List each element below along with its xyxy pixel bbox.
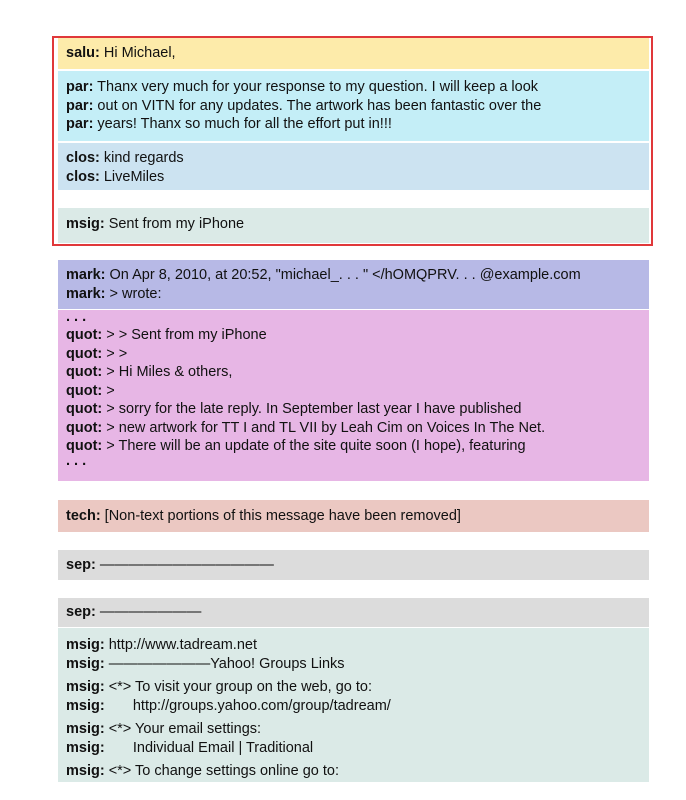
mark-block (58, 260, 649, 309)
clos-line: clos: LiveMiles (66, 168, 165, 185)
msig-line: msig: ———————Yahoo! Groups Links (66, 655, 345, 672)
ellipsis-marker: . . . (66, 312, 87, 325)
msig-line: msig: <*> To change settings online go to: (66, 763, 339, 779)
quot-line: quot: > There will be an update of the site quite soon (I hope), featuring (66, 438, 526, 454)
paragraph-block (58, 71, 649, 141)
sep-line: sep: ———————————— (66, 557, 274, 573)
closing-block (58, 143, 649, 190)
quot-line: quot: > sorry for the late reply. In September last year I have published (66, 401, 522, 417)
separator-block (58, 598, 649, 627)
sep-line: sep: ——————— (66, 604, 202, 620)
page-cutoff (58, 782, 649, 800)
par-line: par: Thanx very much for your response to my question. I will keep a look (66, 79, 539, 95)
quot-line: quot: > (66, 382, 115, 399)
signature-block-bottom (58, 628, 649, 800)
ellipsis-marker: . . . (66, 455, 87, 469)
par-line: par: out on VITN for any updates. The artwork has been fantastic over the (66, 97, 542, 114)
msig-line: msig: Individual Email | Traditional (66, 739, 314, 756)
quot-line: quot: > Hi Miles & others, (66, 364, 233, 380)
quot-line: quot: > > Sent from my iPhone (66, 327, 267, 343)
quot-line: quot: > new artwork for TT I and TL VII by Leah Cim on Voices In The Net. (66, 419, 546, 436)
tech-block (58, 500, 649, 532)
signature-block-top (58, 208, 649, 243)
msig-line: msig: <*> Your email settings: (66, 721, 262, 737)
salu-line: salu: Hi Michael, (66, 45, 176, 61)
salutation-block (58, 38, 649, 69)
separator-block (58, 550, 649, 580)
tech-line: tech: [Non-text portions of this message have been removed] (66, 508, 461, 524)
clos-line: clos: kind regards (66, 150, 184, 166)
quote-block (58, 310, 649, 481)
mark-line: mark: On Apr 8, 2010, at 20:52, "michael_. . . " </hOMQPRV. . . @example.com (66, 267, 581, 283)
quot-line: quot: > > (66, 345, 128, 362)
msig-line: msig: http://groups.yahoo.com/group/tadream/ (66, 697, 391, 714)
msig-line: msig: Sent from my iPhone (66, 216, 245, 232)
msig-line: msig: <*> To visit your group on the web, go to: (66, 679, 373, 695)
par-line: par: years! Thanx so much for all the effort put in!!! (66, 116, 392, 132)
msig-line: msig: http://www.tadream.net (66, 637, 257, 653)
mark-line: mark: > wrote: (66, 285, 162, 302)
